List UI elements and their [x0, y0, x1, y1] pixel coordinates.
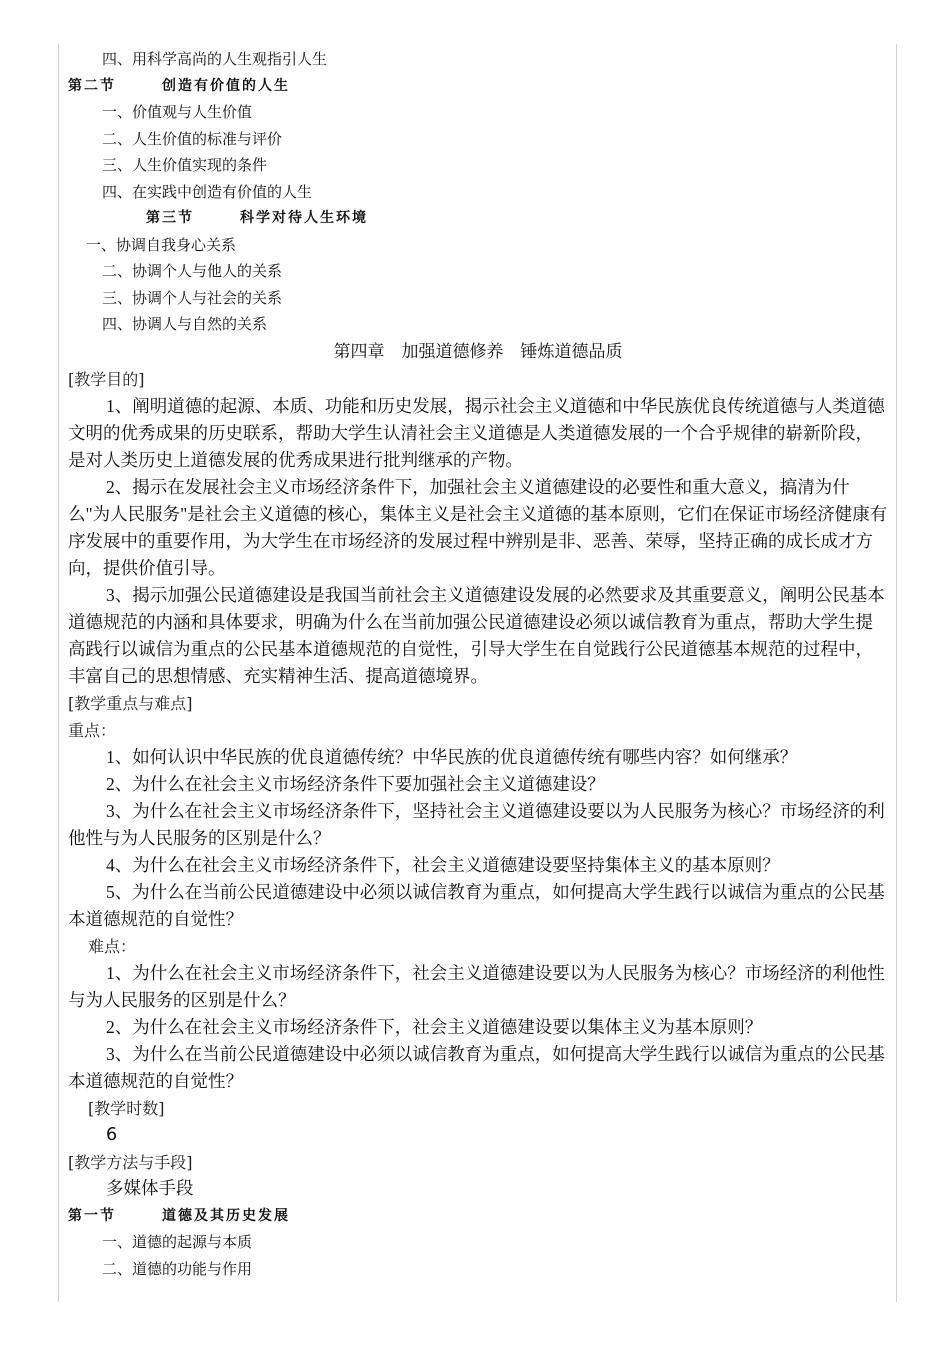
section-title: 创造有价值的人生 [162, 77, 290, 94]
section-heading [68, 205, 888, 232]
heading-key-points: [教学重点与难点] [68, 693, 193, 713]
list-item: 一、价值观与人生价值 [102, 103, 253, 121]
list-item: 四、用科学高尚的人生观指引人生 [102, 50, 328, 68]
paragraph: 4、为什么在社会主义市场经济条件下，社会主义道德建设要坚持集体主义的基本原则？ [106, 854, 780, 875]
list-item: 二、协调个人与他人的关系 [102, 262, 283, 280]
paragraph: 2、为什么在社会主义市场经济条件下要加强社会主义道德建设？ [106, 773, 605, 794]
heading-teaching-method: [教学方法与手段] [68, 1152, 193, 1172]
section-number: 第三节 [146, 210, 194, 226]
key-points-label: 重点： [68, 720, 117, 740]
paragraph: 3、为什么在社会主义市场经济条件下，坚持社会主义道德建设要以为人民服务为核心？市场经济的利他性与为人民服务的区别是什么？ [68, 800, 885, 848]
list-item: 一、道德的起源与本质 [102, 1233, 253, 1251]
document-body [68, 46, 888, 1282]
section-heading [68, 73, 888, 100]
list-item: 三、人生价值实现的条件 [102, 156, 268, 174]
paragraph: 3、为什么在当前公民道德建设中必须以诚信教育为重点，如何提高大学生践行以诚信为重点的公民基本道德规范的自觉性？ [68, 1043, 885, 1091]
left-margin-rule [58, 44, 59, 1302]
list-item: 四、协调人与自然的关系 [102, 315, 268, 333]
heading-teaching-hours: [教学时数] [88, 1098, 165, 1118]
teaching-hours-value: 6 [106, 1124, 118, 1145]
difficult-points-label: 难点： [88, 936, 137, 956]
heading-teaching-goal: [教学目的] [68, 369, 145, 389]
list-item: 四、在实践中创造有价值的人生 [102, 182, 313, 201]
list-item: 三、协调个人与社会的关系 [102, 288, 283, 307]
chapter-title: 第四章 加强道德修养 锤炼道德品质 [333, 341, 623, 362]
list-item: 二、道德的功能与作用 [102, 1259, 253, 1278]
section-number: 第一节 [68, 1207, 116, 1224]
section-heading [68, 1203, 888, 1230]
paragraph: 1、如何认识中华民族的优良道德传统？中华民族的优良道德传统有哪些内容？如何继承？ [106, 746, 798, 767]
paragraph: 5、为什么在当前公民道德建设中必须以诚信教育为重点，如何提高大学生践行以诚信为重点的公民基本道德规范的自觉性？ [68, 881, 885, 929]
list-item: 一、协调自我身心关系 [86, 235, 237, 254]
paragraph: 2、为什么在社会主义市场经济条件下，社会主义道德建设要以集体主义为基本原则？ [106, 1016, 763, 1037]
paragraph: 1、阐明道德的起源、本质、功能和历史发展，揭示社会主义道德和中华民族优良传统道德与人类道德文明的优秀成果的历史联系，帮助大学生认清社会主义道德是人类道德发展的一个合乎规律的崭新阶段，是对人类历史上道德发展的优秀成果进行批判继承的产物。 [68, 395, 885, 470]
section-title: 道德及其历史发展 [162, 1207, 290, 1224]
section-number: 第二节 [68, 77, 116, 94]
paragraph: 2、揭示在发展社会主义市场经济条件下，加强社会主义道德建设的必要性和重大意义，搞清为什么"为人民服务"是社会主义道德的核心，集体主义是社会主义道德的基本原则，它们在保证市场经济健康有序发展中的重要作用，为大学生在市场经济的发展过程中辨别是非、恶善、荣辱，坚持正确的成长成才方向，提供价值引导。 [68, 476, 888, 578]
teaching-method-value: 多媒体手段 [106, 1178, 194, 1199]
right-margin-rule [896, 44, 897, 1302]
paragraph: 3、揭示加强公民道德建设是我国当前社会主义道德建设发展的必然要求及其重要意义，阐明公民基本道德规范的内涵和具体要求，明确为什么在当前加强公民道德建设必须以诚信教育为重点，帮助大学生提高践行以诚信为重点的公民基本道德规范的自觉性，引导大学生在自觉践行公民道德基本规范的过程中，丰富自己的思想情感、充实精神生活、提高道德境界。 [68, 584, 885, 686]
section-title: 科学对待人生环境 [240, 210, 368, 226]
paragraph: 1、为什么在社会主义市场经济条件下，社会主义道德建设要以为人民服务为核心？市场经济的利他性与为人民服务的区别是什么？ [68, 962, 885, 1010]
list-item: 二、人生价值的标准与评价 [102, 129, 283, 148]
